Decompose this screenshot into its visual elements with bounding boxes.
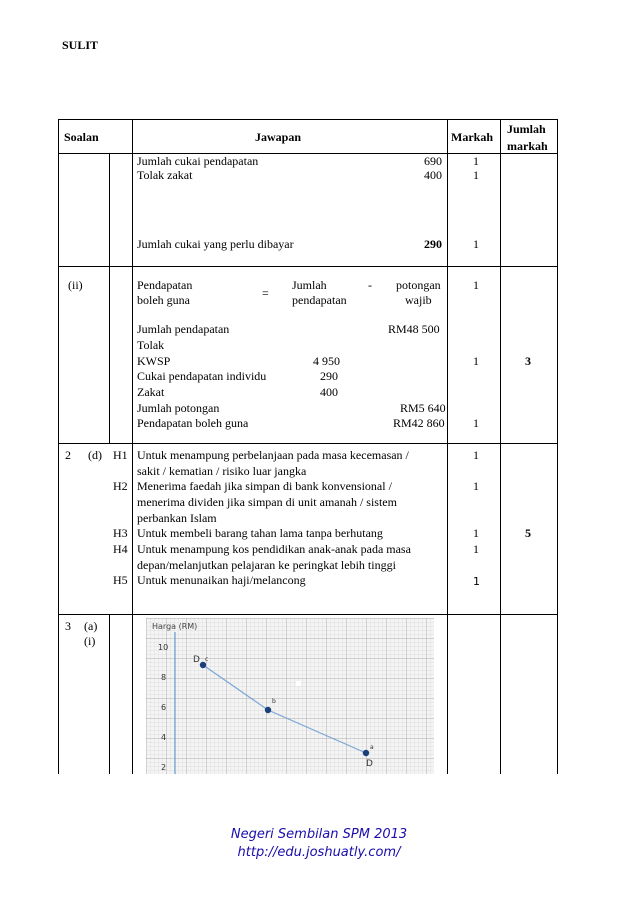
point-label: b [272, 698, 276, 705]
row-label: Zakat [137, 385, 165, 399]
point-text: perbankan Islam [137, 511, 217, 525]
formula-term: pendapatan [292, 293, 347, 307]
point-text: Menerima faedah jika simpan di bank konvensional / [137, 479, 392, 493]
point-label: H1 [113, 448, 128, 462]
formula-term: potongan [396, 278, 441, 292]
col-header-jawapan: Jawapan [255, 130, 302, 144]
formula-term: boleh guna [137, 293, 190, 307]
y-axis-label: Harga (RM) [152, 622, 198, 631]
point-text: Untuk menampung kos pendidikan anak-anak pada masa [137, 542, 411, 556]
formula-equals: = [262, 286, 269, 300]
question-part: (a) [84, 619, 98, 633]
row-mark: 1 [473, 526, 479, 540]
point-label: H4 [113, 542, 128, 556]
formula-minus: - [368, 278, 372, 292]
curve-label: D [366, 759, 373, 769]
question-part: (d) [88, 448, 102, 462]
row-mark: 1 [473, 237, 479, 251]
point-label: c [205, 656, 209, 663]
y-tick-label: 10 [158, 643, 169, 652]
row-value: 400 [320, 385, 338, 399]
y-tick-label: 6 [161, 703, 167, 712]
col-header-jumlah: Jumlah [507, 122, 546, 136]
point-label: H2 [113, 479, 128, 493]
row-label: Tolak zakat [137, 168, 193, 182]
footer-source: Negeri Sembilan SPM 2013 [230, 827, 408, 842]
point-text: depan/melanjutkan pelajaran ke peringkat lebih tinggi [137, 558, 396, 572]
point-text: Untuk menampung perbelanjaan pada masa kecemasan / [137, 448, 409, 462]
question-part: (ii) [68, 278, 83, 292]
marker [296, 681, 301, 686]
y-tick-label: 8 [161, 673, 167, 682]
row-value: RM5 640 [400, 401, 446, 415]
row-value: 4 950 [313, 354, 340, 368]
row-mark: 1 [473, 416, 479, 430]
y-tick-label: 2 [161, 763, 167, 772]
row-label: Jumlah cukai yang perlu dibayar [137, 237, 294, 251]
formula-term: wajib [405, 293, 432, 307]
point-text: Untuk membeli barang tahan lama tanpa berhutang [137, 526, 383, 540]
total-mark: 3 [525, 354, 531, 368]
row-value: RM48 500 [388, 322, 440, 336]
point-label: a [370, 744, 374, 751]
point-label: H3 [113, 526, 128, 540]
point-b [265, 707, 271, 713]
row-label: KWSP [137, 354, 171, 368]
question-subpart: (i) [84, 634, 96, 648]
row-value: 400 [424, 168, 442, 182]
row-label: Jumlah pendapatan [137, 322, 230, 336]
row-value: RM42 860 [393, 416, 445, 430]
point-text: menerima dividen jika simpan di unit amanah / sistem [137, 495, 397, 509]
row-label: Cukai pendapatan individu [137, 369, 267, 383]
col-header-markah: Markah [451, 130, 493, 144]
row-label: Tolak [137, 338, 165, 352]
row-label: Pendapatan boleh guna [137, 416, 249, 430]
formula-term: Jumlah [292, 278, 327, 292]
col-header-soalan: Soalan [64, 130, 99, 144]
page-header-sulit: SULIT [62, 38, 99, 52]
row-value: 290 [424, 237, 442, 251]
col-header-markah-2: markah [507, 139, 548, 153]
y-tick-label: 4 [161, 733, 167, 742]
row-mark: 1 [473, 278, 479, 292]
row-mark: 1 [473, 479, 479, 493]
curve-label: D [193, 655, 200, 665]
row-mark: 1 [473, 575, 480, 588]
price-graph [146, 618, 434, 774]
row-value: 690 [424, 154, 442, 168]
point-text: sakit / kematian / risiko luar jangka [137, 464, 307, 478]
row-mark: 1 [473, 168, 479, 182]
question-number: 3 [65, 619, 71, 633]
formula-term: Pendapatan [137, 278, 193, 292]
row-mark: 1 [473, 354, 479, 368]
point-text: Untuk menunaikan haji/melancong [137, 573, 306, 587]
point-label: H5 [113, 573, 128, 587]
question-number: 2 [65, 448, 71, 462]
footer-url[interactable]: http://edu.joshuatly.com/ [237, 845, 401, 860]
row-mark: 1 [473, 542, 479, 556]
row-label: Jumlah potongan [137, 401, 220, 415]
total-mark: 5 [525, 526, 531, 540]
point-a [363, 750, 369, 756]
row-label: Jumlah cukai pendapatan [137, 154, 259, 168]
row-mark: 1 [473, 154, 479, 168]
row-mark: 1 [473, 448, 479, 462]
row-value: 290 [320, 369, 338, 383]
